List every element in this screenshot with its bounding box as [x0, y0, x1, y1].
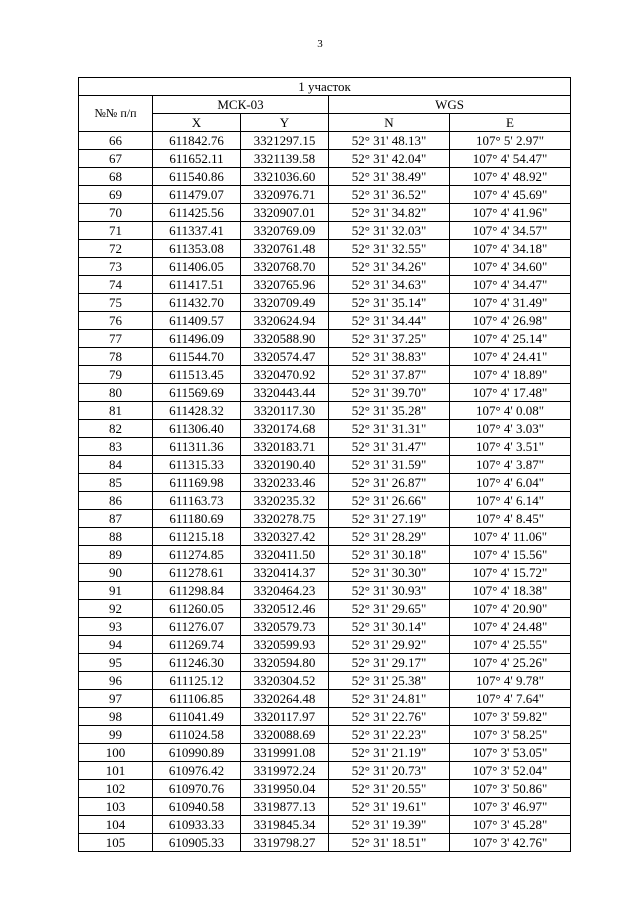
- cell-e: 107° 4' 34.57": [450, 222, 571, 240]
- cell-number: 66: [79, 132, 153, 150]
- table-row: [79, 312, 571, 330]
- cell-y: 3319950.04: [241, 780, 329, 798]
- table-row: [79, 654, 571, 672]
- cell-number: 102: [79, 780, 153, 798]
- cell-e: 107° 4' 54.47": [450, 150, 571, 168]
- table-row: [79, 384, 571, 402]
- col-header-y: Y: [241, 114, 329, 132]
- table-row: [79, 132, 571, 150]
- cell-e: 107° 4' 7.64": [450, 690, 571, 708]
- cell-x: 611276.07: [153, 618, 241, 636]
- cell-n: 52° 31' 29.65": [329, 600, 450, 618]
- cell-y: 3320183.71: [241, 438, 329, 456]
- cell-x: 611569.69: [153, 384, 241, 402]
- group-header-wgs: WGS: [329, 96, 571, 114]
- table-row: [79, 618, 571, 636]
- cell-e: 107° 4' 6.14": [450, 492, 571, 510]
- cell-n: 52° 31' 37.25": [329, 330, 450, 348]
- cell-n: 52° 31' 31.31": [329, 420, 450, 438]
- cell-number: 89: [79, 546, 153, 564]
- cell-n: 52° 31' 24.81": [329, 690, 450, 708]
- cell-n: 52° 31' 26.87": [329, 474, 450, 492]
- cell-x: 611125.12: [153, 672, 241, 690]
- table-row: [79, 582, 571, 600]
- cell-x: 611169.98: [153, 474, 241, 492]
- table-row: [79, 492, 571, 510]
- cell-number: 98: [79, 708, 153, 726]
- cell-e: 107° 4' 25.26": [450, 654, 571, 672]
- cell-e: 107° 4' 26.98": [450, 312, 571, 330]
- table-row: [79, 186, 571, 204]
- cell-e: 107° 3' 50.86": [450, 780, 571, 798]
- table-row: [79, 510, 571, 528]
- table-row: [79, 366, 571, 384]
- cell-number: 93: [79, 618, 153, 636]
- cell-y: 3320907.01: [241, 204, 329, 222]
- cell-e: 107° 4' 34.60": [450, 258, 571, 276]
- cell-n: 52° 31' 34.44": [329, 312, 450, 330]
- cell-number: 68: [79, 168, 153, 186]
- cell-y: 3320512.46: [241, 600, 329, 618]
- table-row: [79, 546, 571, 564]
- cell-x: 610990.89: [153, 744, 241, 762]
- cell-number: 79: [79, 366, 153, 384]
- cell-x: 611311.36: [153, 438, 241, 456]
- cell-number: 71: [79, 222, 153, 240]
- cell-y: 3320594.80: [241, 654, 329, 672]
- cell-number: 105: [79, 834, 153, 852]
- cell-y: 3320235.32: [241, 492, 329, 510]
- cell-y: 3320464.23: [241, 582, 329, 600]
- cell-y: 3321297.15: [241, 132, 329, 150]
- cell-e: 107° 4' 18.89": [450, 366, 571, 384]
- cell-y: 3320190.40: [241, 456, 329, 474]
- table-row: [79, 204, 571, 222]
- cell-x: 611260.05: [153, 600, 241, 618]
- cell-x: 611269.74: [153, 636, 241, 654]
- page-number: 3: [317, 38, 323, 50]
- cell-number: 85: [79, 474, 153, 492]
- cell-y: 3320304.52: [241, 672, 329, 690]
- cell-n: 52° 31' 25.38": [329, 672, 450, 690]
- cell-x: 611479.07: [153, 186, 241, 204]
- cell-y: 3321139.58: [241, 150, 329, 168]
- cell-e: 107° 3' 46.97": [450, 798, 571, 816]
- cell-y: 3320709.49: [241, 294, 329, 312]
- cell-e: 107° 3' 58.25": [450, 726, 571, 744]
- cell-e: 107° 4' 34.18": [450, 240, 571, 258]
- table-row: [79, 456, 571, 474]
- cell-number: 73: [79, 258, 153, 276]
- cell-e: 107° 4' 15.72": [450, 564, 571, 582]
- cell-x: 611337.41: [153, 222, 241, 240]
- cell-n: 52° 31' 34.82": [329, 204, 450, 222]
- cell-number: 101: [79, 762, 153, 780]
- table-row: [79, 474, 571, 492]
- cell-e: 107° 3' 45.28": [450, 816, 571, 834]
- cell-number: 100: [79, 744, 153, 762]
- cell-n: 52° 31' 34.26": [329, 258, 450, 276]
- table-row: [79, 834, 571, 852]
- cell-number: 78: [79, 348, 153, 366]
- table-row: [79, 150, 571, 168]
- cell-n: 52° 31' 20.73": [329, 762, 450, 780]
- table-row: [79, 168, 571, 186]
- cell-number: 103: [79, 798, 153, 816]
- cell-e: 107° 4' 8.45": [450, 510, 571, 528]
- cell-n: 52° 31' 38.83": [329, 348, 450, 366]
- cell-number: 69: [79, 186, 153, 204]
- cell-y: 3320117.30: [241, 402, 329, 420]
- cell-x: 611417.51: [153, 276, 241, 294]
- coordinates-table: [78, 77, 571, 852]
- cell-y: 3319991.08: [241, 744, 329, 762]
- cell-e: 107° 4' 17.48": [450, 384, 571, 402]
- cell-number: 99: [79, 726, 153, 744]
- cell-n: 52° 31' 22.23": [329, 726, 450, 744]
- cell-number: 94: [79, 636, 153, 654]
- cell-x: 610940.58: [153, 798, 241, 816]
- cell-number: 91: [79, 582, 153, 600]
- cell-n: 52° 31' 20.55": [329, 780, 450, 798]
- cell-x: 610933.33: [153, 816, 241, 834]
- col-header-number: №№ п/п: [79, 96, 153, 132]
- cell-y: 3320264.48: [241, 690, 329, 708]
- cell-n: 52° 31' 30.18": [329, 546, 450, 564]
- cell-e: 107° 4' 31.49": [450, 294, 571, 312]
- cell-number: 82: [79, 420, 153, 438]
- cell-number: 86: [79, 492, 153, 510]
- cell-n: 52° 31' 18.51": [329, 834, 450, 852]
- cell-n: 52° 31' 42.04": [329, 150, 450, 168]
- cell-e: 107° 4' 9.78": [450, 672, 571, 690]
- cell-y: 3320624.94: [241, 312, 329, 330]
- cell-y: 3320588.90: [241, 330, 329, 348]
- cell-x: 610905.33: [153, 834, 241, 852]
- cell-e: 107° 4' 34.47": [450, 276, 571, 294]
- table-row: [79, 330, 571, 348]
- table-row: [79, 708, 571, 726]
- cell-e: 107° 4' 24.41": [450, 348, 571, 366]
- cell-n: 52° 31' 30.14": [329, 618, 450, 636]
- cell-e: 107° 4' 20.90": [450, 600, 571, 618]
- cell-y: 3319972.24: [241, 762, 329, 780]
- cell-number: 77: [79, 330, 153, 348]
- table-body: [79, 132, 571, 852]
- table-row: [79, 528, 571, 546]
- cell-x: 611215.18: [153, 528, 241, 546]
- table-row: [79, 780, 571, 798]
- table-row: [79, 294, 571, 312]
- cell-y: 3320233.46: [241, 474, 329, 492]
- col-header-x: X: [153, 114, 241, 132]
- cell-x: 611298.84: [153, 582, 241, 600]
- cell-number: 84: [79, 456, 153, 474]
- cell-number: 80: [79, 384, 153, 402]
- cell-number: 75: [79, 294, 153, 312]
- cell-n: 52° 31' 36.52": [329, 186, 450, 204]
- cell-x: 611428.32: [153, 402, 241, 420]
- cell-x: 611278.61: [153, 564, 241, 582]
- cell-x: 611432.70: [153, 294, 241, 312]
- cell-y: 3320088.69: [241, 726, 329, 744]
- cell-y: 3320411.50: [241, 546, 329, 564]
- cell-n: 52° 31' 32.03": [329, 222, 450, 240]
- cell-e: 107° 4' 24.48": [450, 618, 571, 636]
- table-row: [79, 726, 571, 744]
- cell-n: 52° 31' 39.70": [329, 384, 450, 402]
- cell-n: 52° 31' 27.19": [329, 510, 450, 528]
- table-row: [79, 816, 571, 834]
- cell-e: 107° 4' 3.51": [450, 438, 571, 456]
- cell-e: 107° 4' 41.96": [450, 204, 571, 222]
- cell-e: 107° 3' 52.04": [450, 762, 571, 780]
- cell-e: 107° 4' 18.38": [450, 582, 571, 600]
- cell-x: 611180.69: [153, 510, 241, 528]
- table-row: [79, 672, 571, 690]
- cell-y: 3319798.27: [241, 834, 329, 852]
- cell-number: 67: [79, 150, 153, 168]
- cell-n: 52° 31' 22.76": [329, 708, 450, 726]
- table-row: [79, 636, 571, 654]
- cell-x: 611163.73: [153, 492, 241, 510]
- table-row: [79, 798, 571, 816]
- cell-y: 3320599.93: [241, 636, 329, 654]
- group-header-msk: МСК-03: [153, 96, 329, 114]
- cell-number: 72: [79, 240, 153, 258]
- cell-e: 107° 3' 53.05": [450, 744, 571, 762]
- cell-y: 3320976.71: [241, 186, 329, 204]
- table-row: [79, 348, 571, 366]
- cell-n: 52° 31' 28.29": [329, 528, 450, 546]
- cell-number: 92: [79, 600, 153, 618]
- cell-y: 3321036.60: [241, 168, 329, 186]
- section-title: 1 участок: [79, 78, 571, 96]
- cell-y: 3320414.37: [241, 564, 329, 582]
- cell-x: 611425.56: [153, 204, 241, 222]
- cell-x: 611106.85: [153, 690, 241, 708]
- cell-n: 52° 31' 31.47": [329, 438, 450, 456]
- cell-x: 611842.76: [153, 132, 241, 150]
- cell-n: 52° 31' 26.66": [329, 492, 450, 510]
- cell-number: 90: [79, 564, 153, 582]
- cell-number: 88: [79, 528, 153, 546]
- cell-y: 3320769.09: [241, 222, 329, 240]
- cell-x: 611544.70: [153, 348, 241, 366]
- cell-number: 95: [79, 654, 153, 672]
- cell-e: 107° 4' 25.55": [450, 636, 571, 654]
- table-row: [79, 258, 571, 276]
- cell-n: 52° 31' 35.14": [329, 294, 450, 312]
- cell-y: 3320443.44: [241, 384, 329, 402]
- cell-e: 107° 4' 11.06": [450, 528, 571, 546]
- col-header-n: N: [329, 114, 450, 132]
- table-row: [79, 762, 571, 780]
- cell-n: 52° 31' 37.87": [329, 366, 450, 384]
- cell-y: 3320768.70: [241, 258, 329, 276]
- cell-x: 611353.08: [153, 240, 241, 258]
- cell-number: 74: [79, 276, 153, 294]
- cell-x: 611306.40: [153, 420, 241, 438]
- cell-e: 107° 4' 15.56": [450, 546, 571, 564]
- cell-number: 81: [79, 402, 153, 420]
- cell-number: 97: [79, 690, 153, 708]
- cell-y: 3320765.96: [241, 276, 329, 294]
- cell-n: 52° 31' 29.17": [329, 654, 450, 672]
- cell-e: 107° 3' 42.76": [450, 834, 571, 852]
- cell-x: 611496.09: [153, 330, 241, 348]
- table-row: [79, 222, 571, 240]
- cell-x: 611652.11: [153, 150, 241, 168]
- cell-n: 52° 31' 34.63": [329, 276, 450, 294]
- cell-e: 107° 4' 48.92": [450, 168, 571, 186]
- cell-e: 107° 5' 2.97": [450, 132, 571, 150]
- cell-x: 611041.49: [153, 708, 241, 726]
- cell-n: 52° 31' 30.93": [329, 582, 450, 600]
- cell-e: 107° 4' 3.87": [450, 456, 571, 474]
- cell-y: 3320579.73: [241, 618, 329, 636]
- table-row: [79, 402, 571, 420]
- cell-x: 611274.85: [153, 546, 241, 564]
- table-row: [79, 276, 571, 294]
- cell-x: 611024.58: [153, 726, 241, 744]
- cell-number: 76: [79, 312, 153, 330]
- cell-n: 52° 31' 30.30": [329, 564, 450, 582]
- table-row: [79, 240, 571, 258]
- cell-n: 52° 31' 35.28": [329, 402, 450, 420]
- cell-x: 611406.05: [153, 258, 241, 276]
- cell-number: 96: [79, 672, 153, 690]
- cell-number: 83: [79, 438, 153, 456]
- cell-e: 107° 4' 45.69": [450, 186, 571, 204]
- cell-e: 107° 4' 3.03": [450, 420, 571, 438]
- col-header-e: E: [450, 114, 571, 132]
- cell-number: 87: [79, 510, 153, 528]
- cell-e: 107° 4' 0.08": [450, 402, 571, 420]
- cell-y: 3320761.48: [241, 240, 329, 258]
- table-row: [79, 600, 571, 618]
- cell-x: 610976.42: [153, 762, 241, 780]
- cell-n: 52° 31' 19.39": [329, 816, 450, 834]
- cell-n: 52° 31' 21.19": [329, 744, 450, 762]
- cell-number: 70: [79, 204, 153, 222]
- cell-e: 107° 4' 25.14": [450, 330, 571, 348]
- cell-x: 611409.57: [153, 312, 241, 330]
- cell-x: 611315.33: [153, 456, 241, 474]
- cell-number: 104: [79, 816, 153, 834]
- cell-n: 52° 31' 29.92": [329, 636, 450, 654]
- table-row: [79, 438, 571, 456]
- cell-n: 52° 31' 32.55": [329, 240, 450, 258]
- cell-n: 52° 31' 48.13": [329, 132, 450, 150]
- cell-x: 611246.30: [153, 654, 241, 672]
- cell-y: 3320117.97: [241, 708, 329, 726]
- cell-y: 3319845.34: [241, 816, 329, 834]
- table-row: [79, 690, 571, 708]
- cell-y: 3320327.42: [241, 528, 329, 546]
- cell-x: 611513.45: [153, 366, 241, 384]
- table-row: [79, 564, 571, 582]
- cell-y: 3319877.13: [241, 798, 329, 816]
- cell-x: 610970.76: [153, 780, 241, 798]
- cell-x: 611540.86: [153, 168, 241, 186]
- cell-n: 52° 31' 38.49": [329, 168, 450, 186]
- cell-y: 3320174.68: [241, 420, 329, 438]
- cell-n: 52° 31' 31.59": [329, 456, 450, 474]
- cell-y: 3320278.75: [241, 510, 329, 528]
- cell-n: 52° 31' 19.61": [329, 798, 450, 816]
- cell-e: 107° 3' 59.82": [450, 708, 571, 726]
- cell-e: 107° 4' 6.04": [450, 474, 571, 492]
- cell-y: 3320574.47: [241, 348, 329, 366]
- table-row: [79, 420, 571, 438]
- cell-y: 3320470.92: [241, 366, 329, 384]
- table-row: [79, 744, 571, 762]
